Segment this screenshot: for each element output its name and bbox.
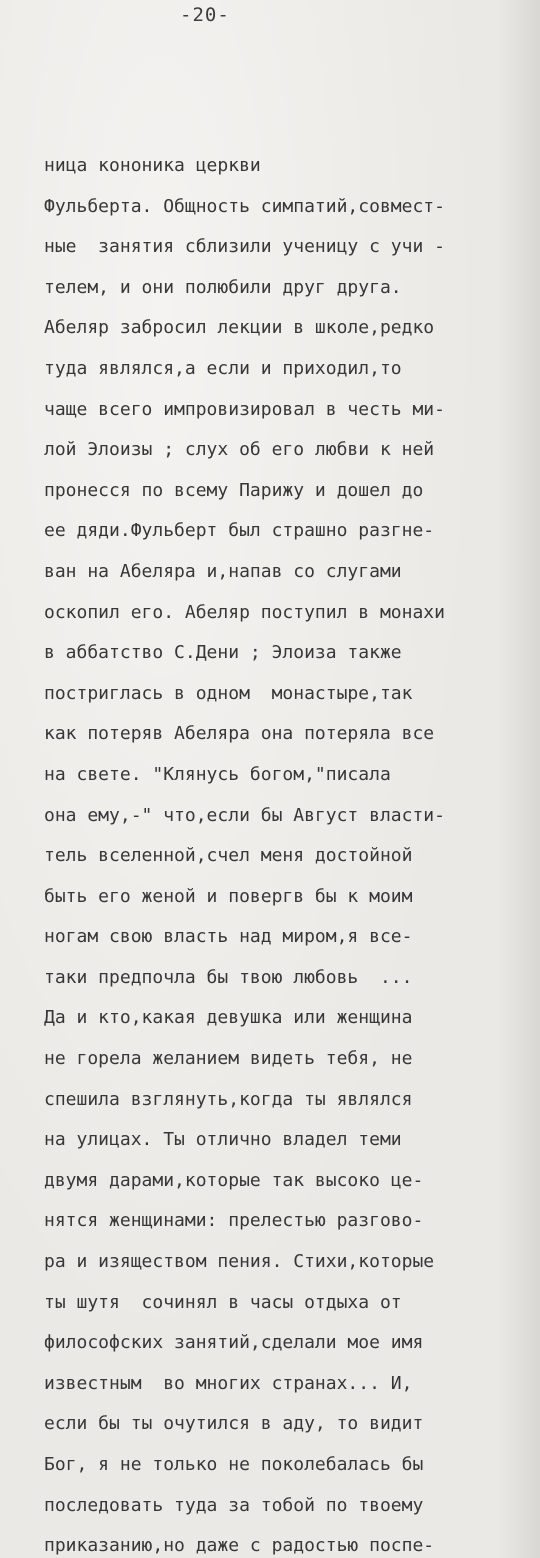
page-number: -20- [180, 4, 230, 26]
page-body-text [44, 146, 534, 1558]
text-line: пронесся по всему Парижу и дошел до [44, 479, 424, 501]
text-line: на улицах. Ты отлично владел теми [44, 1129, 402, 1151]
text-line: тель вселенной,счел меня достойной [44, 845, 413, 867]
text-line: известным во многих странах... И, [44, 1372, 413, 1394]
text-line: лой Элоизы ; слух об его любви к ней [44, 439, 435, 461]
text-line: приказанию,но даже с радостью поспе- [44, 1535, 435, 1557]
text-line: в аббатство С.Дени ; Элоиза также [44, 642, 402, 664]
text-line: ногам свою власть над миром,я все- [44, 926, 413, 948]
text-line: нятся женщинами: прелестью разгово- [44, 1210, 424, 1232]
text-line: философских занятий,сделали мое имя [44, 1332, 424, 1354]
text-line: ница кононика церкви [44, 155, 261, 176]
text-line: спешила взглянуть,когда ты являлся [44, 1088, 413, 1110]
text-line: Фульберта. Общность симпатий,совмест- [44, 195, 445, 217]
text-line: Бог, я не только не поколебалась бы [44, 1454, 424, 1475]
text-line: постриглась в одном монастыре,так [44, 682, 413, 704]
text-line: на свете. "Клянусь богом,"писала [44, 763, 391, 785]
text-line: туда являлся,а если и приходил,то [44, 357, 402, 379]
text-line: чаще всего импровизировал в честь ми- [44, 398, 445, 420]
text-line: ты шутя сочинял в часы отдыха от [44, 1291, 402, 1313]
text-line: как потеряв Абеляра она потеряла все [44, 723, 435, 745]
text-line: Да и кто,какая девушка или женщина [44, 1007, 413, 1029]
text-line: Абеляр забросил лекции в школе,редко [44, 317, 435, 339]
text-line: она ему,-" что,если бы Август власти- [44, 804, 445, 826]
text-line: быть его женой и повергв бы к моим [44, 885, 413, 907]
text-line: если бы ты очутился в аду, то видит [44, 1413, 424, 1435]
text-line: таки предпочла бы твою любовь ... [44, 966, 413, 988]
text-line: ее дяди.Фульберт был страшно разгне- [44, 520, 435, 542]
text-line: двумя дарами,которые так высоко це- [44, 1169, 424, 1191]
text-line: последовать туда за тобой по твоему [44, 1494, 424, 1516]
text-line: ван на Абеляра и,напав со слугами [44, 560, 402, 582]
text-line: не горела желанием видеть тебя, не [44, 1048, 413, 1070]
text-line: телем, и они полюбили друг друга. [44, 276, 402, 298]
text-line: ные занятия сблизили ученицу с учи - [44, 236, 445, 258]
text-line: ра и изяществом пения. Стихи,которые [44, 1251, 435, 1273]
text-line: оскопил его. Абеляр поступил в монахи [44, 601, 445, 623]
